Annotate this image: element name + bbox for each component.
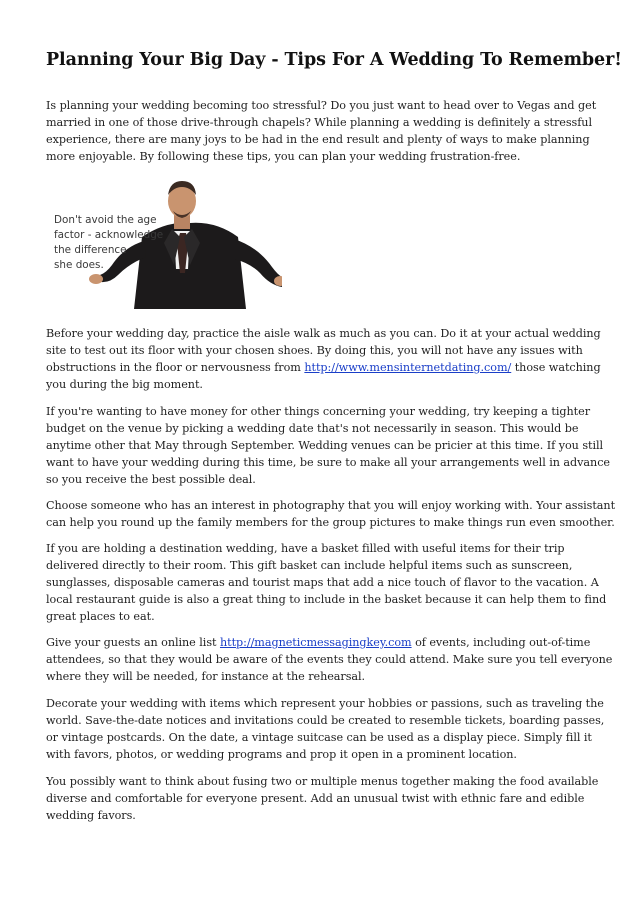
text-line: If you're wanting to have money for other things concerning your wedding, try keeping a tighter: [46, 405, 590, 418]
text-line: [46, 634, 594, 651]
paragraph-photography: [46, 497, 616, 531]
text-segment: Give your guests an online list: [46, 636, 220, 649]
paragraph-aisle-walk: [46, 325, 601, 393]
text-line: delivered directly to their room. This gift basket can include helpful items such as sunscreen,: [46, 559, 573, 573]
text-line: Choose someone who has an interest in photography that you will enjoy working with. Your assistant: [46, 499, 616, 512]
text-line: world. Save-the-date notices and invitations could be created to resemble tickets, boarding passes,: [46, 714, 605, 728]
intro-paragraph: [46, 97, 597, 165]
text-line: attendees, so that they would be aware of the events they could attend. Make sure you tell everyone: [46, 653, 613, 667]
paragraph-destination: [46, 540, 607, 625]
link-magneticmessagingkey[interactable]: http://magneticmessagingkey.com: [219, 636, 412, 649]
paragraph-decorate: [46, 695, 605, 763]
text-line: wedding favors.: [46, 809, 136, 823]
text-line: You possibly want to think about fusing two or multiple menus together making the food available: [46, 775, 599, 788]
text-line: sunglasses, disposable cameras and tourist maps that add a nice touch of flavor to the vacation. A: [46, 576, 599, 590]
link-mensinternetdating[interactable]: http://www.mensinternetdating.com/: [304, 361, 512, 375]
caption-line: Don't avoid the age: [54, 214, 157, 226]
article-image: [46, 177, 282, 309]
text-line: want to have your wedding during this time, be sure to make all your arrangements well in advance: [46, 456, 610, 470]
text-line: Decorate your wedding with items which represent your hobbies or passions, such as traveling the: [46, 697, 604, 710]
caption-line: she does.: [54, 259, 104, 271]
page-title: Planning Your Big Day - Tips For A Wedding To Remember!: [46, 50, 622, 70]
text-line: Is planning your wedding becoming too stressful? Do you just want to head over to Vegas and get: [46, 99, 597, 112]
text-line: with favors, photos, or wedding programs and prop it open in a prominent location.: [46, 748, 517, 762]
text-line: site to test out its floor with your chosen shoes. By doing this, you will not have any issues with: [46, 344, 583, 358]
text-segment: obstructions in the floor or nervousness from: [46, 361, 305, 375]
text-segment: those watching: [511, 361, 601, 375]
paragraph-online-list: [46, 634, 613, 685]
text-line: anytime other that May through September. Wedding venues can be pricier at this time. If you still: [46, 439, 604, 453]
text-line: Before your wedding day, practice the aisle walk as much as you can. Do it at your actual wedding: [46, 327, 601, 340]
text-segment: of events, including out-of-time: [411, 636, 591, 649]
text-line: great places to eat.: [46, 610, 155, 624]
text-line: local restaurant guide is also a great thing to include in the basket because it can help them to find: [46, 593, 607, 607]
text-line: budget on the venue by picking a wedding date that's not necessarily in season. This would be: [46, 422, 579, 436]
text-line: so you receive the best possible deal.: [46, 473, 256, 487]
text-line: diverse and comfortable for everyone present. Add an unusual twist with ethnic fare and edible: [46, 792, 585, 806]
text-line: experience, there are many joys to be had in the end result and plenty of ways to make planning: [46, 133, 590, 147]
image-caption: [54, 213, 163, 273]
text-line: can help you round up the family members for the group pictures to make things run even smoother.: [46, 516, 615, 530]
text-line: If you are holding a destination wedding, have a basket filled with useful items for their trip: [46, 542, 565, 555]
text-line: married in one of those drive-through chapels? While planning a wedding is definitely a stressful: [46, 116, 592, 130]
text-line: [46, 359, 601, 376]
paragraph-menus: [46, 773, 599, 824]
caption-line: the difference: [54, 244, 127, 256]
text-line: you during the big moment.: [46, 378, 203, 392]
text-line: where they will be needed, for instance at the rehearsal.: [46, 670, 366, 684]
text-line: or vintage postcards. On the date, a vintage suitcase can be used as a display piece. Simply fill it: [46, 731, 592, 745]
paragraph-budget: [46, 403, 610, 488]
caption-line: factor - acknowledge: [54, 229, 164, 241]
text-line: more enjoyable. By following these tips, you can plan your wedding frustration-free.: [46, 150, 521, 164]
